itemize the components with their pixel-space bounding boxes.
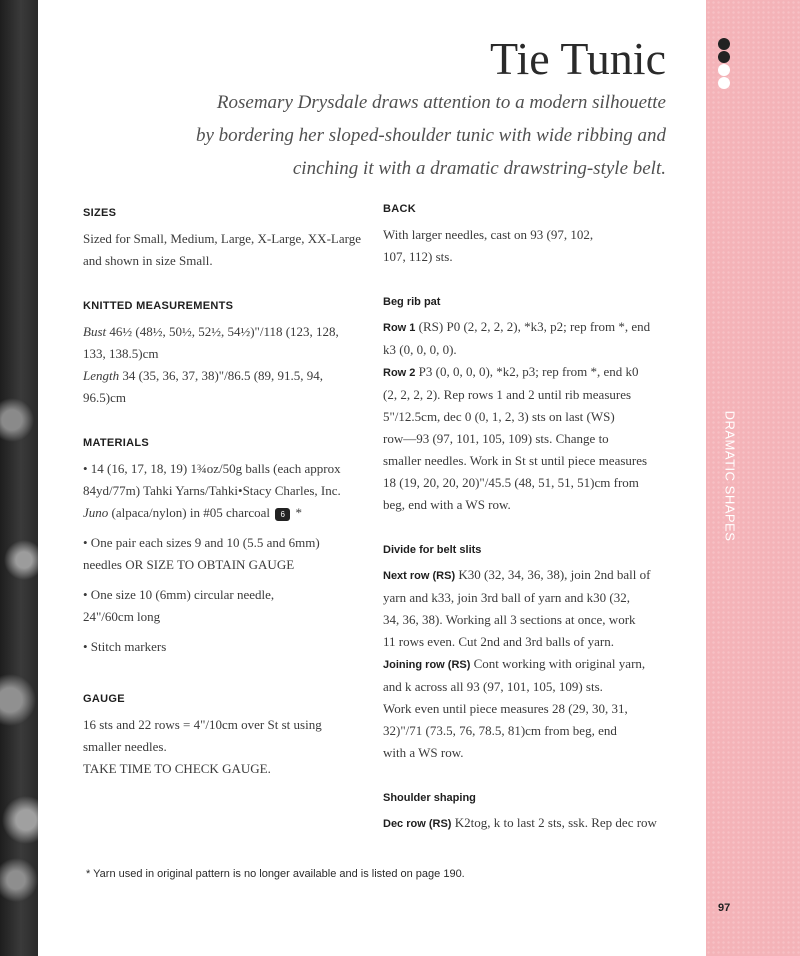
measurements-section: KNITTED MEASUREMENTS Bust 46½ (48½, 50½, 52½, 54½)"/118 (123, 128, 133, 138.5)cm Length 34 (35, 36, 37, 38)"/86.5 (89, 91.5, 94, 96.5)cm bbox=[83, 295, 373, 409]
gauge-heading: GAUGE bbox=[83, 693, 125, 705]
sizes-section: SIZES Sized for Small, Medium, Large, X-Large, XX-Large and shown in size Small. bbox=[83, 202, 373, 272]
circular-needle-bullet: • One size 10 (6mm) circular needle, 24"/60cm long bbox=[83, 587, 275, 624]
intro-line: by bordering her sloped-shoulder tunic with wide ribbing and bbox=[195, 125, 666, 146]
belt-slits-heading: Divide for belt slits bbox=[383, 544, 482, 556]
yarn-bullet: • 14 (16, 17, 18, 19) 1¾oz/50g balls (each approx 84yd/77m) Tahki Yarns/Tahki•Stacy Charles, Inc. Juno (alpaca/nylon) in #05 charcoal 6 * bbox=[83, 461, 341, 520]
rib-heading: Beg rib pat bbox=[383, 296, 441, 308]
belt-slits-section: Divide for belt slits Next row (RS) K30 (32, 34, 36, 38), join 2nd ball of yarn and k33, join 3rd ball of yarn and k30 (32, 34, 36, 38). Working all 3 sections at once, work 11 rows even. Cut 2nd and 3rd balls of yarn. Joining row (RS) Cont working with original yarn, and k across all 93 (97, 101, 105, 109) sts. Work even until piece measures 28 (29, 30, 31, 32)"/71 (73.5, 76, 78.5, 81)cm from beg, end with a WS row. bbox=[383, 539, 673, 764]
gauge-section: GAUGE 16 sts and 22 rows = 4"/10cm over St st using smaller needles. TAKE TIME TO CHECK GAUGE. bbox=[83, 688, 373, 780]
back-section: BACK With larger needles, cast on 93 (97, 102, 107, 112) sts. bbox=[383, 198, 673, 268]
measurements-heading: KNITTED MEASUREMENTS bbox=[83, 300, 234, 312]
markers-bullet: • Stitch markers bbox=[83, 639, 167, 654]
needles-bullet: • One pair each sizes 9 and 10 (5.5 and 6mm) needles OR SIZE TO OBTAIN GAUGE bbox=[83, 535, 320, 572]
shoulder-section: Shoulder shaping Dec row (RS) K2tog, k to last 2 sts, ssk. Rep dec row bbox=[383, 787, 673, 835]
intro-line: Rosemary Drysdale draws attention to a modern silhouette bbox=[216, 92, 666, 113]
right-column bbox=[383, 198, 673, 858]
yarn-weight-icon: 6 bbox=[275, 508, 290, 521]
materials-section bbox=[83, 432, 373, 658]
pink-sidebar bbox=[706, 0, 800, 956]
intro-line: cinching it with a dramatic drawstring-style belt. bbox=[292, 158, 666, 179]
back-heading: BACK bbox=[383, 203, 416, 215]
book-spine-shadow bbox=[0, 0, 38, 956]
footnote: * Yarn used in original pattern is no longer available and is listed on page 190. bbox=[86, 868, 465, 880]
intro-text bbox=[196, 86, 666, 185]
page-number: 97 bbox=[718, 902, 731, 914]
page-title: Tie Tunic bbox=[489, 33, 666, 84]
materials-heading: MATERIALS bbox=[83, 437, 150, 449]
left-column bbox=[83, 202, 373, 803]
rib-pattern-section: Beg rib pat Row 1 (RS) P0 (2, 2, 2, 2), *k3, p2; rep from *, end k3 (0, 0, 0, 0). Row 2 P3 (0, 0, 0, 0), *k2, p3; rep from *, end k0 (2, 2, 2, 2). Rep rows 1 and 2 until rib measures 5"/12.5cm, dec 0 (0, 1, 2, 3) sts on last (WS) row—93 (97, 101, 105, 109) sts. Change to smaller needles. Work in St st until piece measures 18 (19, 20, 20, 20)"/45.5 (48, 51, 51, 51)cm from beg, end with a WS row. bbox=[383, 291, 673, 516]
sizes-heading: SIZES bbox=[83, 207, 117, 219]
section-dots-icon bbox=[718, 38, 732, 90]
shoulder-heading: Shoulder shaping bbox=[383, 792, 476, 804]
